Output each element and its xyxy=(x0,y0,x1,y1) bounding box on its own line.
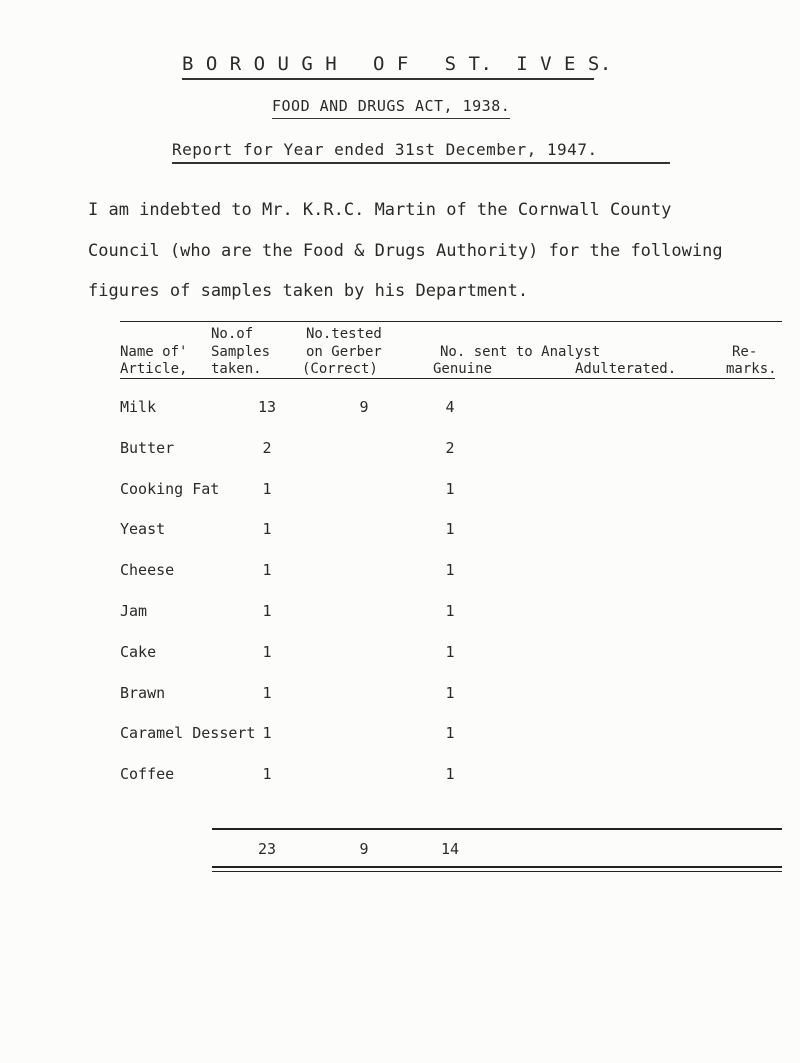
col-header-samples-1: No.of xyxy=(211,326,254,342)
row-article: Yeast xyxy=(120,520,166,538)
col-header-tested-3: (Correct) xyxy=(302,361,378,377)
row-genuine: 1 xyxy=(445,561,455,579)
row-gerber: 9 xyxy=(359,398,369,416)
row-samples: 1 xyxy=(262,765,272,783)
col-header-article-1: Name of' xyxy=(120,344,188,360)
report-underline xyxy=(172,162,670,164)
row-article: Brawn xyxy=(120,684,166,702)
act-title: FOOD AND DRUGS ACT, 1938. xyxy=(272,97,511,115)
col-header-article-2: Article, xyxy=(120,361,188,377)
col-header-sent: No. sent to Analyst xyxy=(440,344,601,360)
total-genuine: 14 xyxy=(440,840,460,858)
row-samples: 1 xyxy=(262,643,272,661)
title-underline xyxy=(182,78,594,80)
col-header-samples-2: Samples xyxy=(211,344,271,360)
row-genuine: 4 xyxy=(445,398,455,416)
col-header-tested-2: on Gerber xyxy=(306,344,382,360)
row-genuine: 1 xyxy=(445,520,455,538)
totals-bottom-rule-2 xyxy=(212,871,782,872)
row-article: Cooking Fat xyxy=(120,480,220,498)
table-top-rule xyxy=(120,321,782,322)
col-header-remarks-2: marks. xyxy=(726,361,777,377)
total-gerber: 9 xyxy=(359,840,369,858)
row-article: Milk xyxy=(120,398,157,416)
row-article: Butter xyxy=(120,439,175,457)
row-samples: 2 xyxy=(262,439,272,457)
row-samples: 13 xyxy=(257,398,277,416)
row-samples: 1 xyxy=(262,480,272,498)
table-header-rule xyxy=(120,378,775,379)
row-article: Cake xyxy=(120,643,157,661)
intro-line-2: Council (who are the Food & Drugs Authority) for the following xyxy=(88,241,723,261)
totals-top-rule xyxy=(212,828,782,830)
row-genuine: 1 xyxy=(445,480,455,498)
row-article: Caramel Dessert xyxy=(120,724,256,742)
row-genuine: 1 xyxy=(445,643,455,661)
row-genuine: 1 xyxy=(445,724,455,742)
row-samples: 1 xyxy=(262,684,272,702)
col-header-remarks-1: Re- xyxy=(732,344,758,360)
col-header-genuine: Genuine xyxy=(433,361,493,377)
row-article: Cheese xyxy=(120,561,175,579)
borough-title: B O R O U G H O F S T. I V E S. xyxy=(182,53,612,75)
col-header-adulterated: Adulterated. xyxy=(575,361,677,377)
intro-line-1: I am indebted to Mr. K.R.C. Martin of the Cornwall County xyxy=(88,200,672,220)
totals-bottom-rule-1 xyxy=(212,866,782,868)
row-samples: 1 xyxy=(262,724,272,742)
col-header-tested-1: No.tested xyxy=(306,326,382,342)
report-title: Report for Year ended 31st December, 1947. xyxy=(172,140,598,159)
intro-line-3: figures of samples taken by his Department. xyxy=(88,281,529,301)
total-samples: 23 xyxy=(257,840,277,858)
act-underline xyxy=(272,118,510,119)
row-samples: 1 xyxy=(262,561,272,579)
row-genuine: 1 xyxy=(445,765,455,783)
row-article: Jam xyxy=(120,602,148,620)
row-genuine: 1 xyxy=(445,602,455,620)
row-samples: 1 xyxy=(262,602,272,620)
col-header-samples-3: taken. xyxy=(211,361,262,377)
row-genuine: 2 xyxy=(445,439,455,457)
row-samples: 1 xyxy=(262,520,272,538)
row-article: Coffee xyxy=(120,765,175,783)
row-genuine: 1 xyxy=(445,684,455,702)
